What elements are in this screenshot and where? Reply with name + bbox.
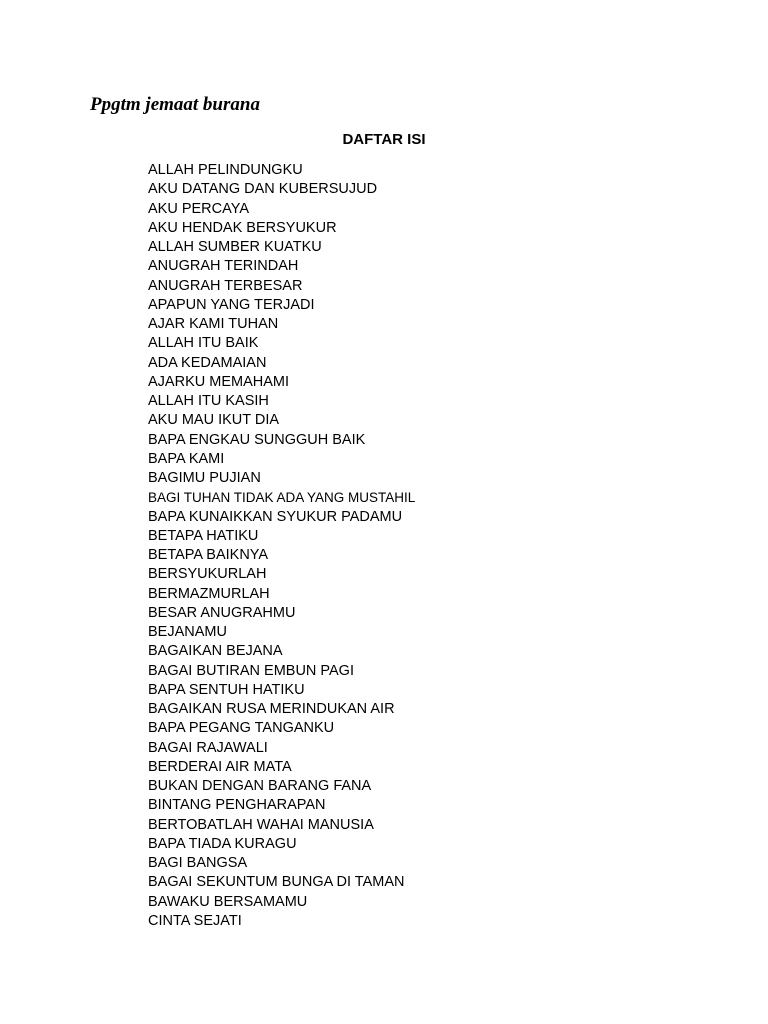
toc-item-title: APAPUN YANG TERJADI [148, 296, 315, 313]
toc-item-title: BAGIMU PUJIAN [148, 470, 261, 486]
toc-item-title: BAGAI BUTIRAN EMBUN PAGI [148, 662, 354, 679]
toc-item-title: BETAPA HATIKU [148, 527, 259, 544]
toc-item-title: AKU PERCAYA [148, 200, 249, 217]
toc-item-title: ALLAH ITU BAIK [148, 335, 259, 352]
toc-item-title: AJAR KAMI TUHAN [148, 316, 279, 332]
toc-item-title: BESAR ANUGRAHMU [148, 604, 296, 621]
toc-item-title: BUKAN DENGAN BARANG FANA [148, 778, 372, 794]
document-heading: Ppgtm jemaat burana [90, 94, 260, 115]
toc-item-title: BEJANAMU [148, 624, 227, 640]
toc-item-title: AKU HENDAK BERSYUKUR [148, 219, 337, 236]
toc-item-title: BAGAIKAN RUSA MERINDUKAN AIR [148, 701, 395, 717]
toc-item-title: ADA KEDAMAIAN [148, 354, 267, 371]
toc-item-title: BAPA KAMI [148, 450, 225, 467]
toc-item-title: BAWAKU BERSAMAMU [148, 893, 308, 910]
toc-title: DAFTAR ISI [342, 131, 426, 148]
toc-item-title: BAPA PEGANG TANGANKU [148, 720, 335, 737]
toc-item-title: ALLAH PELINDUNGKU [148, 162, 303, 178]
toc-item-title: BINTANG PENGHARAPAN [148, 797, 326, 814]
toc-item-title: ANUGRAH TERINDAH [148, 258, 299, 275]
toc-item-title: BAPA KUNAIKKAN SYUKUR PADAMU [148, 508, 403, 525]
toc-item-title: BERMAZMURLAH [148, 585, 270, 602]
toc-item-title: BAGI TUHAN TIDAK ADA YANG MUSTAHIL [148, 490, 416, 506]
toc-item-title: ALLAH SUMBER KUATKU [148, 239, 322, 255]
toc-item-title: BAGAI RAJAWALI [148, 739, 268, 756]
toc-item-title: AKU DATANG DAN KUBERSUJUD [148, 181, 378, 198]
toc-item-title: BAPA SENTUH HATIKU [148, 681, 305, 698]
toc-item-title: BAGI BANGSA [148, 855, 248, 871]
toc-item-title: ALLAH ITU KASIH [148, 393, 269, 409]
toc-item-title: BAGAI SEKUNTUM BUNGA DI TAMAN [148, 874, 405, 891]
toc-item-title: CINTA SEJATI [148, 912, 242, 929]
toc-item-title: BERSYUKURLAH [148, 566, 267, 583]
toc-item-title: ANUGRAH TERBESAR [148, 277, 303, 294]
toc-item-title: BAGAIKAN BEJANA [148, 643, 283, 660]
toc-item-title: BAPA TIADA KURAGU [148, 835, 297, 852]
toc-item-title: AJARKU MEMAHAMI [148, 373, 289, 390]
toc-item-title: BERTOBATLAH WAHAI MANUSIA [148, 816, 374, 833]
toc-item-title: BETAPA BAIKNYA [148, 547, 269, 563]
toc-item-title: BERDERAI AIR MATA [148, 758, 292, 775]
toc-item-title: AKU MAU IKUT DIA [148, 412, 280, 429]
toc-item-title: BAPA ENGKAU SUNGGUH BAIK [148, 431, 366, 448]
